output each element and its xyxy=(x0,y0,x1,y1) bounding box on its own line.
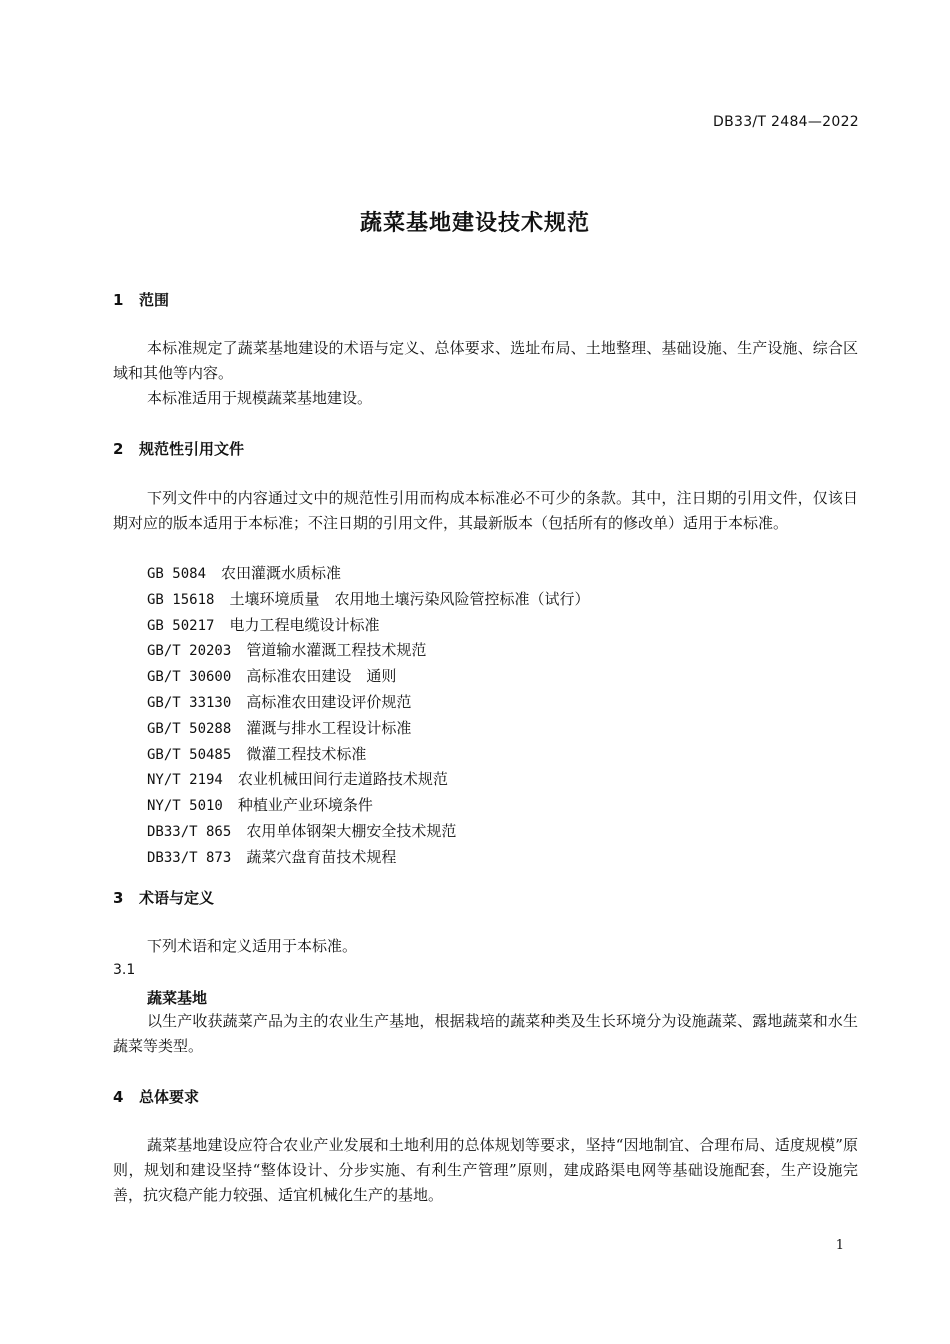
reference-item xyxy=(147,793,589,819)
scope-paragraph-2: 本标准适用于规模蔬菜基地建设。 xyxy=(147,389,373,407)
reference-list xyxy=(147,561,589,871)
reference-name: 蔬菜穴盘育苗技术规程 xyxy=(246,847,397,866)
reference-name: 高标准农田建设 通则 xyxy=(246,667,397,686)
reference-item xyxy=(147,587,589,613)
reference-item xyxy=(147,845,589,871)
general-requirements-paragraph: 蔬菜基地建设应符合农业产业发展和土地利用的总体规划等要求，坚持“因地制宜、合理布局、适度规模”原则，规划和建设坚持“整体设计、分步实施、有利生产管理”原则，建成路渠电网等基础设施配套，生产设施完善，抗灾稳产能力较强、适宜机械化生产的基地。 xyxy=(113,1136,858,1204)
section-number: 1 xyxy=(113,291,124,309)
reference-code: DB33/T 865 xyxy=(147,823,232,840)
document-title: 蔬菜基地建设技术规范 xyxy=(359,211,590,236)
reference-code: GB 5084 xyxy=(147,566,207,582)
reference-name: 高标准农田建设评价规范 xyxy=(246,692,412,711)
reference-code: GB/T 20203 xyxy=(147,643,232,660)
reference-item xyxy=(147,742,589,768)
term-definition: 以生产收获蔬菜产品为主的农业生产基地，根据栽培的蔬菜种类及生长环境分为设施蔬菜、露地蔬菜和水生蔬菜等类型。 xyxy=(113,1012,858,1055)
reference-name: 微灌工程技术标准 xyxy=(246,744,367,763)
reference-code: NY/T 2194 xyxy=(147,772,223,789)
reference-code: GB 15618 xyxy=(147,591,215,608)
term-name: 蔬菜基地 xyxy=(147,989,208,1007)
reference-name: 管道输水灌溉工程技术规范 xyxy=(246,641,427,660)
reference-name: 土壤环境质量 农用地土壤污染风险管控标准（试行） xyxy=(229,589,590,608)
reference-name: 农用单体钢架大棚安全技术规范 xyxy=(246,821,457,840)
reference-code: GB/T 33130 xyxy=(147,694,232,711)
references-intro-paragraph: 下列文件中的内容通过文中的规范性引用而构成本标准必不可少的条款。其中，注日期的引用文件，仅该日期对应的版本适用于本标准；不注日期的引用文件，其最新版本（包括所有的修改单）适用于本标准。 xyxy=(113,489,858,532)
section-heading-general-requirements xyxy=(113,1086,199,1107)
reference-item xyxy=(147,690,589,716)
reference-item xyxy=(147,716,589,742)
reference-item xyxy=(147,561,589,587)
reference-name: 种植业产业环境条件 xyxy=(237,796,373,815)
section-heading-normative-references xyxy=(113,438,244,459)
reference-item xyxy=(147,819,589,845)
section-number: 3 xyxy=(113,889,124,907)
terms-intro-paragraph: 下列术语和定义适用于本标准。 xyxy=(147,937,358,955)
section-number: 2 xyxy=(113,440,124,458)
section-heading-terms-definitions xyxy=(113,887,214,908)
reference-name: 灌溉与排水工程设计标准 xyxy=(246,718,412,737)
section-title: 范围 xyxy=(139,291,170,309)
section-title: 规范性引用文件 xyxy=(139,440,245,458)
reference-item xyxy=(147,664,589,690)
reference-name: 农业机械田间行走道路技术规范 xyxy=(237,770,448,789)
page-number: 1 xyxy=(835,1238,844,1253)
reference-code: GB/T 50485 xyxy=(147,746,232,763)
section-number: 4 xyxy=(113,1088,124,1106)
reference-code: GB 50217 xyxy=(147,617,215,634)
reference-name: 农田灌溉水质标准 xyxy=(221,564,342,582)
term-number: 3.1 xyxy=(113,962,136,978)
reference-item xyxy=(147,613,589,639)
reference-item xyxy=(147,638,589,664)
reference-item xyxy=(147,767,589,793)
reference-code: GB/T 30600 xyxy=(147,669,232,686)
reference-code: GB/T 50288 xyxy=(147,720,232,737)
reference-name: 电力工程电缆设计标准 xyxy=(229,615,380,634)
reference-code: NY/T 5010 xyxy=(147,798,223,815)
standard-code: DB33/T 2484—2022 xyxy=(713,114,859,130)
section-title: 术语与定义 xyxy=(139,889,215,907)
scope-paragraph-1: 本标准规定了蔬菜基地建设的术语与定义、总体要求、选址布局、土地整理、基础设施、生产设施、综合区域和其他等内容。 xyxy=(113,339,858,382)
section-title: 总体要求 xyxy=(139,1088,200,1106)
reference-code: DB33/T 873 xyxy=(147,849,232,866)
section-heading-scope xyxy=(113,289,169,310)
